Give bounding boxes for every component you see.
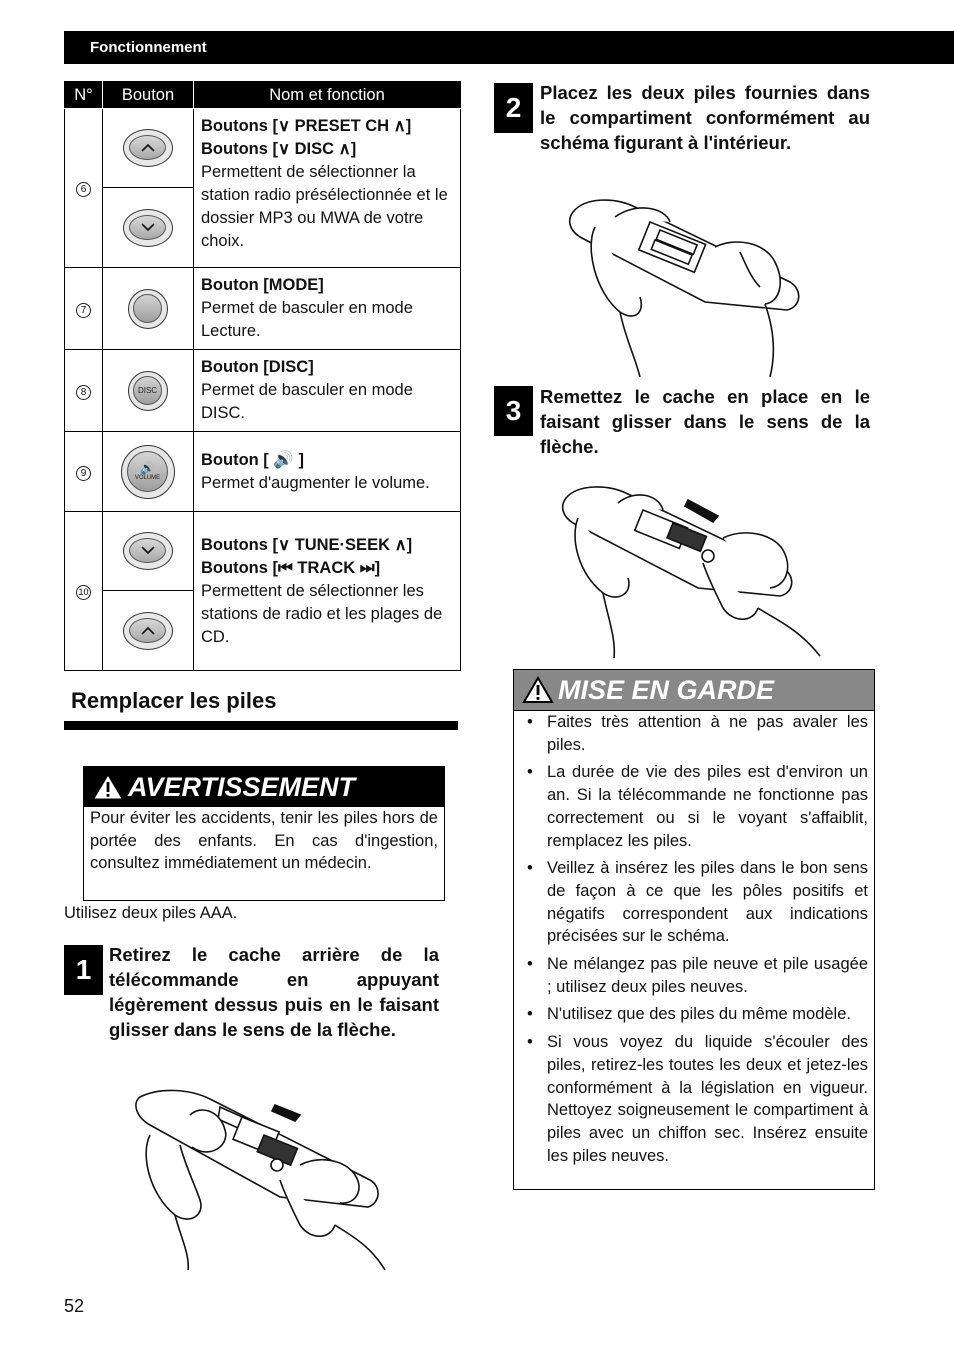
- row-number: 7: [76, 303, 91, 318]
- replace-cover-illustration: [558, 478, 823, 658]
- warning-triangle-icon: [92, 773, 124, 801]
- function-title: Bouton [MODE]: [201, 276, 324, 294]
- function-title: Boutons [∨ DISC ∧]: [201, 140, 357, 158]
- step-3-number: 3: [494, 386, 533, 436]
- list-item: • Ne mélangez pas pile neuve et pile usagée ; utilisez deux piles neuves.: [526, 953, 868, 998]
- step-1-number: 1: [64, 945, 103, 995]
- step-3-text: Remettez le cache en place en le faisant glisser dans le sens de la flèche.: [540, 386, 870, 457]
- caution-header: [514, 670, 874, 711]
- section-rule: [64, 721, 458, 730]
- function-description: Permet d'augmenter le volume.: [201, 473, 430, 492]
- function-title: Bouton [ 🔊 ]: [201, 450, 305, 469]
- page-number: 52: [64, 1296, 85, 1316]
- table-row: [65, 268, 461, 350]
- caution-box: [513, 669, 875, 1190]
- col-header-num: N°: [65, 82, 103, 109]
- disc-button-icon: DISC: [128, 371, 168, 411]
- table-row: [65, 512, 461, 591]
- step-2-number: 2: [494, 83, 533, 133]
- insert-batteries-illustration: [565, 192, 815, 377]
- preset-up-button-icon: [123, 129, 173, 167]
- row-number: 10: [76, 585, 91, 600]
- section-header: Fonctionnement: [64, 31, 954, 64]
- list-item: • Si vous voyez du liquide s'écouler des piles, retirez-les toutes les deux et jetez-les conformément à la législation en vigueur. Nettoyez soigneusement le compartiment à piles avec un chiffon sec. Insérez ensuite les piles neuves.: [526, 1031, 868, 1167]
- list-item: • Veillez à insérez les piles dans le bon sens de façon à ce que les pôles positifs et négatifs correspondent aux indications précisées sur le schéma.: [526, 857, 868, 948]
- function-description: Permettent de sélectionner les stations de radio et les plages de CD.: [201, 581, 443, 646]
- row-number: 9: [76, 466, 91, 481]
- function-description: Permet de basculer en mode DISC.: [201, 381, 413, 422]
- list-item: • N'utilisez que des piles du même modèle.: [526, 1003, 868, 1026]
- step-1-text: Retirez le cache arrière de la télécommande en appuyant légèrement dessus puis en le faisant glisser dans le sens de la flèche.: [109, 944, 439, 1040]
- list-item: • La durée de vie des piles est d'environ un an. Si la télécommande ne fonctionne pas correctement ou si le voyant s'affaiblit, remplacez les piles.: [526, 761, 868, 852]
- tune-up-button-icon: [123, 612, 173, 650]
- table-row: [65, 432, 461, 512]
- battery-type-note: Utilisez deux piles AAA.: [64, 904, 238, 922]
- section-title: Remplacer les piles: [71, 688, 277, 713]
- function-description: Permet de basculer en mode Lecture.: [201, 299, 413, 340]
- caution-title: MISE EN GARDE: [558, 674, 775, 705]
- volume-button-icon: 🔊 VOLUME: [121, 445, 175, 499]
- caution-list: [514, 711, 874, 1167]
- function-title: Boutons [⏮ TRACK ⏭]: [201, 558, 381, 577]
- function-title: Boutons [∨ PRESET CH ∧]: [201, 117, 412, 135]
- col-header-button: Bouton: [103, 82, 194, 109]
- table-header-row: [65, 82, 461, 109]
- warning-box: [83, 766, 445, 901]
- row-number: 8: [76, 385, 91, 400]
- function-title: Bouton [DISC]: [201, 358, 314, 376]
- warning-title: AVERTISSEMENT: [128, 771, 356, 802]
- tune-down-button-icon: [123, 532, 173, 570]
- function-description: Permettent de sélectionner la station radio présélectionnée et le dossier MP3 ou MWA de votre choix.: [201, 163, 448, 250]
- table-row: [65, 350, 461, 432]
- function-title: Boutons [∨ TUNE·SEEK ∧]: [201, 535, 413, 554]
- button-function-table: [64, 81, 461, 671]
- remove-cover-illustration: [130, 1085, 395, 1270]
- step-2-text: Placez les deux piles fournies dans le compartiment conformément au schéma figurant à l'intérieur.: [540, 82, 870, 153]
- list-item: • Faites très attention à ne pas avaler les piles.: [526, 711, 868, 756]
- mode-button-icon: [128, 289, 168, 329]
- table-row: [65, 109, 461, 188]
- preset-down-button-icon: [123, 209, 173, 247]
- warning-header: [84, 767, 444, 807]
- col-header-function: Nom et fonction: [194, 82, 461, 109]
- warning-text: Pour éviter les accidents, tenir les piles hors de portée des enfants. En cas d'ingestion, consultez immédiatement un médecin.: [90, 809, 438, 872]
- warning-triangle-icon: [522, 676, 554, 704]
- row-number: 6: [76, 182, 91, 197]
